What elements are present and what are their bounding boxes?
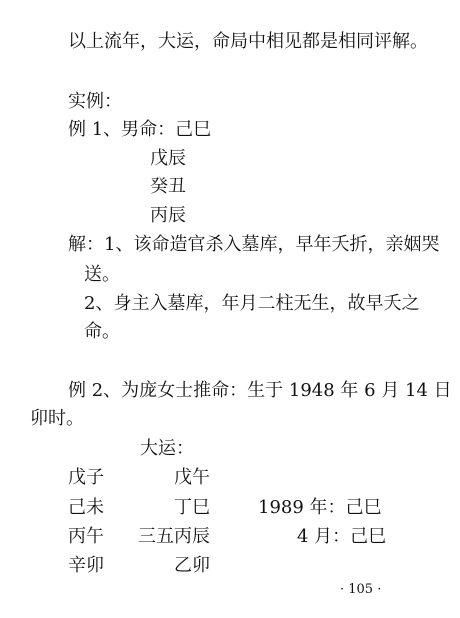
dayun-pillar: 乙卯	[174, 555, 210, 576]
natal-pillar: 丙午	[68, 526, 104, 547]
dayun-label: 大运：	[140, 438, 194, 459]
solution-line-2-cont: 命。	[84, 321, 120, 342]
example-1-pillar: 戊辰	[150, 148, 186, 169]
dayun-pillar: 三五丙辰	[138, 526, 210, 547]
natal-pillar: 己未	[68, 497, 104, 518]
dayun-pillar: 戊午	[174, 467, 210, 488]
example-1-label: 例 1、男命：己巳	[68, 119, 212, 140]
flow-month: 4 月：己巳	[297, 526, 387, 547]
example-2-line-cont: 卯时。	[30, 408, 84, 429]
natal-pillar: 辛卯	[68, 555, 104, 576]
solution-line-2: 2、身主入墓库，年月二柱无生，故早夭之	[84, 293, 420, 314]
flow-year: 1989 年：己巳	[258, 497, 382, 518]
dayun-pillar: 丁巳	[174, 497, 210, 518]
natal-pillar: 戊子	[68, 467, 104, 488]
solution-line-1-cont: 送。	[84, 264, 120, 285]
intro-text: 以上流年，大运，命局中相见都是相同评解。	[68, 31, 428, 52]
solution-line-1: 解：1、该命造官杀入墓库，早年夭折，亲姻哭	[68, 234, 440, 255]
example-2-line: 例 2、为庞女士推命：生于 1948 年 6 月 14 日	[68, 380, 452, 401]
page-number: · 105 ·	[340, 582, 382, 597]
section-label: 实例：	[68, 91, 122, 112]
example-1-pillar: 丙辰	[150, 205, 186, 226]
example-1-pillar: 癸丑	[150, 176, 186, 197]
